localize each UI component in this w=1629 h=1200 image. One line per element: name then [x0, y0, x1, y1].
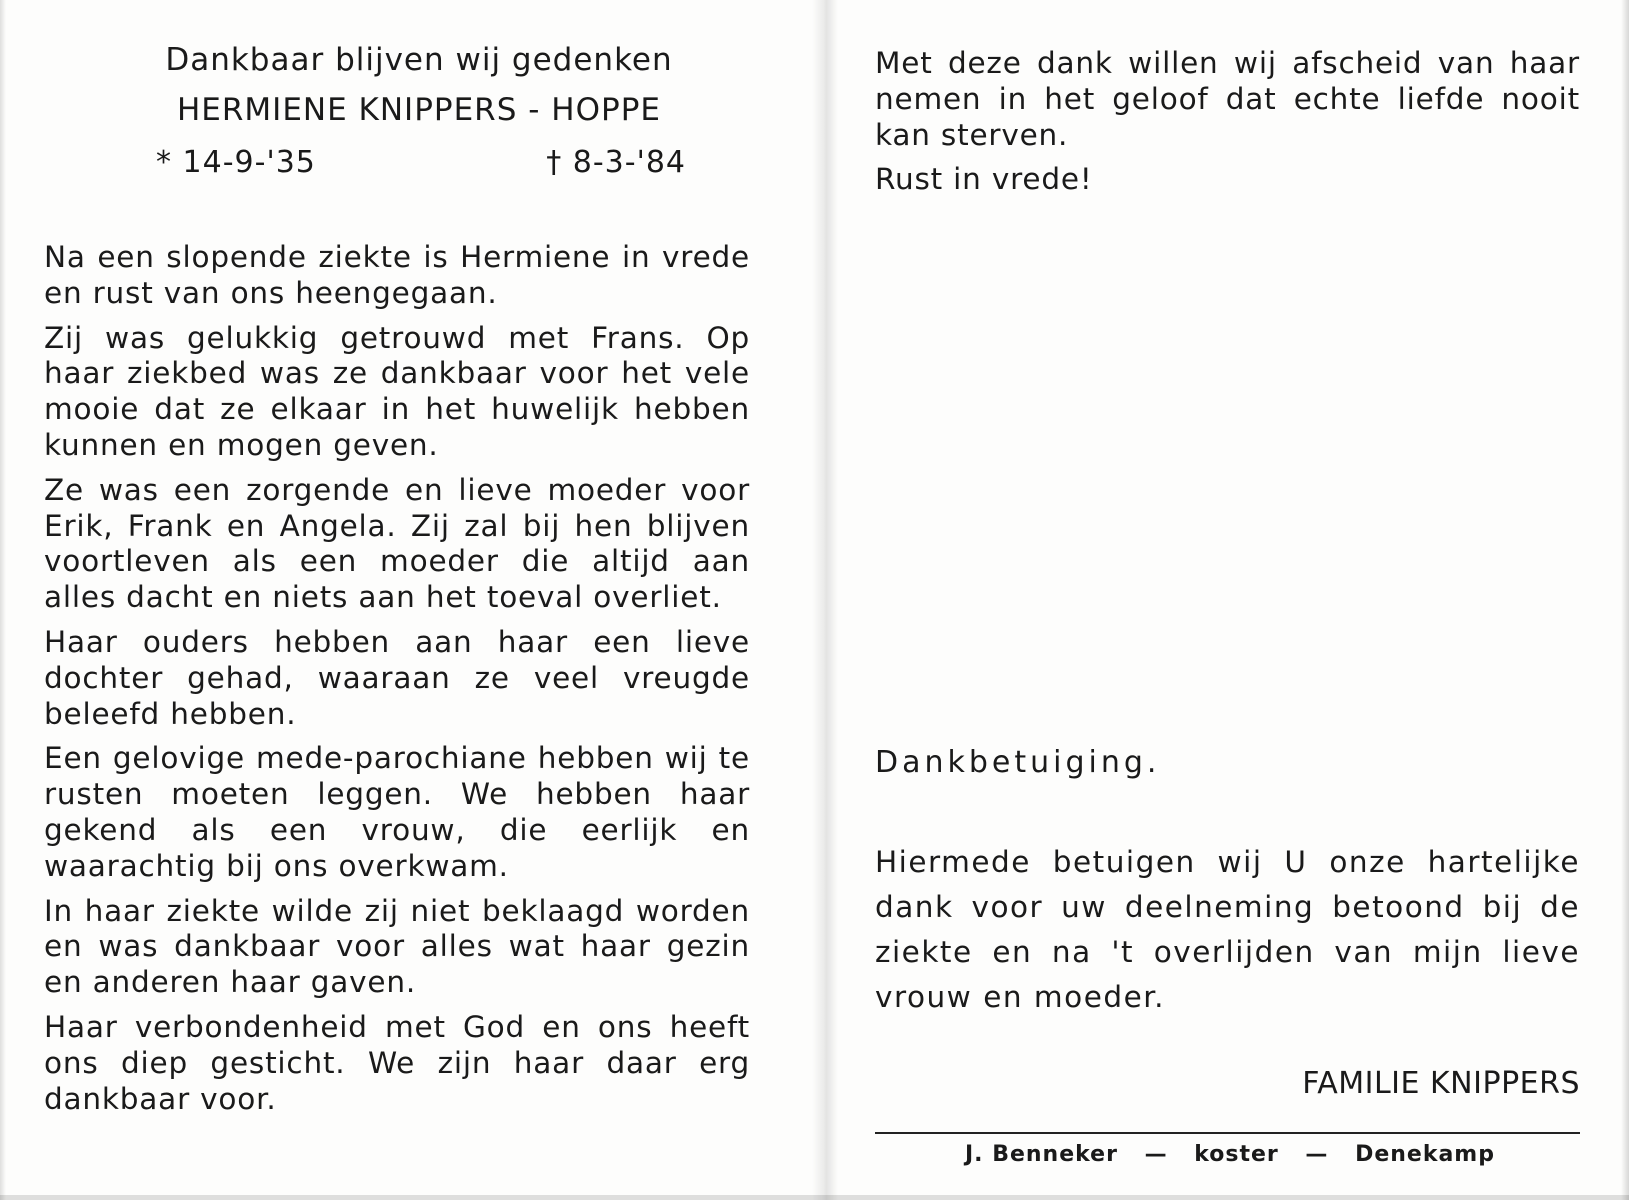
paragraph: Zij was gelukkig getrouwd met Frans. Op haar ziekbed was ze dankbaar voor het vele mooie dat ze elkaar in het huwelijk hebben kunnen en mogen geven. [44, 320, 750, 462]
family-signature: FAMILIE KNIPPERS [1302, 1066, 1580, 1101]
paragraph: Haar ouders hebben aan haar een lieve dochter gehad, waaraan ze veel vreugde beleefd hebben. [44, 624, 750, 731]
printer-place: Denekamp [1355, 1142, 1495, 1167]
birth-date: * 14-9-'35 [156, 145, 316, 180]
paragraph: Een gelovige mede-parochiane hebben wij te rusten moeten leggen. We hebben haar gekend als een vrouw, die eerlijk en waarachtig bij ons overkwam. [44, 741, 750, 883]
thanks-text: Hiermede betuigen wij U onze hartelijke dank voor uw deelneming betoond bij de ziekte en na 't overlijden van mijn lieve vrouw en moeder. [875, 845, 1580, 1014]
printer-divider [875, 1132, 1580, 1134]
card-right-edge-shadow [1621, 0, 1629, 1200]
rest-in-peace: Rust in vrede! [875, 162, 1093, 197]
paragraph: Ze was een zorgende en lieve moeder voor Erik, Frank en Angela. Zij zal bij hen blijven voortleven als een moeder die altijd aan alles dacht en niets aan het toeval overliet. [44, 472, 750, 615]
farewell-paragraph: Met deze dank willen wij afscheid van haar nemen in het geloof dat echte liefde nooit kan sterven. [875, 46, 1580, 152]
printer-imprint [965, 1142, 1495, 1167]
paragraph: Haar verbondenheid met God en ons heeft ons diep gesticht. We zijn haar daar erg dankbaar voor. [44, 1009, 750, 1116]
printer-name: J. Benneker [965, 1142, 1118, 1167]
card-fold [812, 0, 838, 1200]
farewell-text [875, 46, 1580, 207]
card-bottom-edge-shadow [0, 1195, 1629, 1200]
paragraph: Na een slopende ziekte is Hermiene in vrede en rust van ons heengegaan. [44, 240, 750, 310]
memorial-text [44, 240, 750, 1126]
death-date: † 8-3-'84 [546, 145, 686, 180]
printer-role: koster [1194, 1142, 1279, 1167]
thanks-heading: Dankbetuiging. [875, 745, 1161, 780]
deceased-name: HERMIENE KNIPPERS - HOPPE [177, 92, 661, 128]
card-left-edge-shadow [0, 0, 6, 1200]
paragraph: In haar ziekte wilde zij niet beklaagd worden en was dankbaar voor alles wat haar gezin en anderen haar gaven. [44, 893, 750, 1000]
printer-dash: — [1305, 1142, 1329, 1167]
printer-dash: — [1144, 1142, 1168, 1167]
header-dedication: Dankbaar blijven wij gedenken [165, 42, 673, 78]
